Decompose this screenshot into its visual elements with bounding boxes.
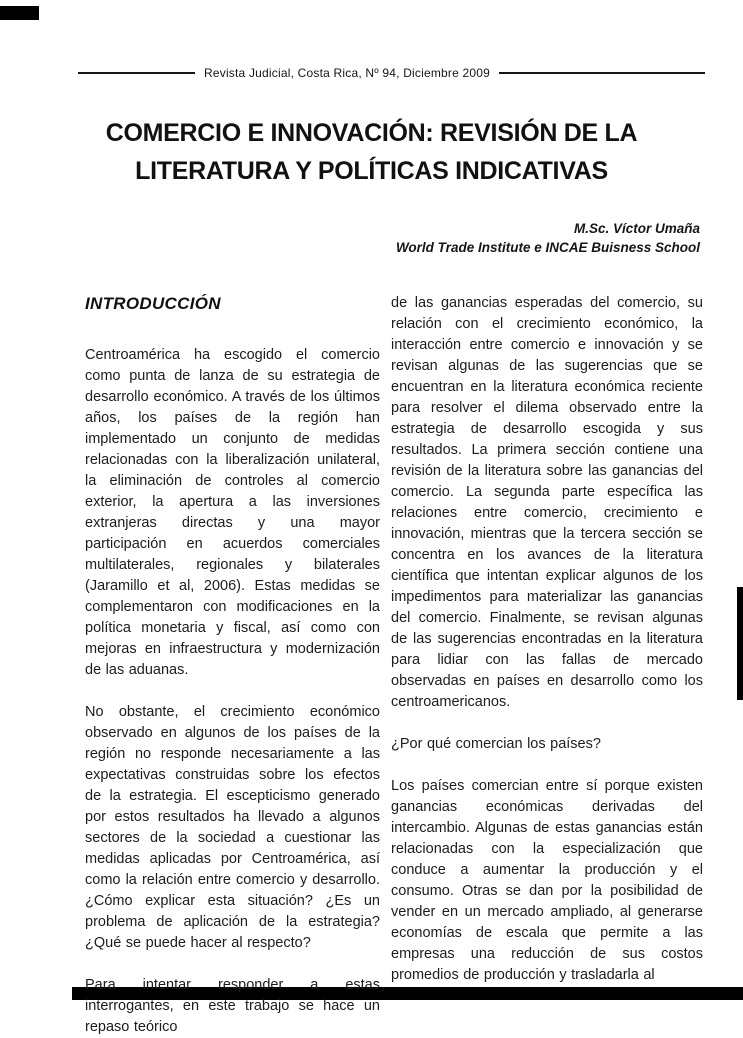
article-title bbox=[60, 114, 683, 190]
author-affiliation: World Trade Institute e INCAE Buisness School bbox=[395, 240, 700, 255]
author-block bbox=[396, 219, 700, 257]
header-rule-right bbox=[499, 72, 705, 74]
paragraph: Para intentar responder a estas interrogantes, en este trabajo se hace un repaso teórico bbox=[85, 977, 380, 1035]
running-head bbox=[78, 64, 705, 82]
paragraph: de las ganancias esperadas del comercio, su relación con el crecimiento económico, la interacción entre comercio e innovación y se revisan algunas de las sugerencias que se encuentran en la literatura económica reciente para resolver el dilema observado entre la estrategia de desarrollo escogida y sus resultados. La primera sección contiene una revisión de la literatura sobre las ganancias del comercio. La segunda parte específica las relaciones entre comercio, crecimiento e innovación, mientras que la tercera sección se concentra en los avances de la literatura científica que intentan explicar algunos de los impedimentos para materializar las ganancias del comercio. Finalmente, se revisan algunas de las sugerencias encontradas en la literatura para lidiar con las fallas de mercado observadas en países en desarrollo como los centroamericanos. bbox=[391, 295, 703, 710]
paragraph: No obstante, el crecimiento económico observado en algunos de los países de la región no responde necesariamente a las expectativas construidas sobre los efectos de la estrategia. El escepticismo generado por estos resultados ha llevado a algunos sectores de la sociedad a cuestionar las medidas aplicadas por Centroamérica, así como la relación entre comercio y desarrollo. ¿Cómo explicar esta situación? ¿Es un problema de aplicación de la estrategia? ¿Qué se puede hacer al respecto? bbox=[85, 704, 380, 951]
subsection-question: ¿Por qué comercian los países? bbox=[391, 736, 601, 752]
paragraph: Centroamérica ha escogido el comercio como punta de lanza de su estrategia de desarrollo económico. A través de los últimos años, los países de la región han implementado un conjunto de medidas relacionadas con la liberalización unilateral, la eliminación de controles al comercio exterior, la apertura a las inversiones extranjeras directas y una mayor participación en acuerdos comerciales multilaterales, regionales y bilaterales (Jaramillo et al, 2006). Estas medidas se complementaron con modificaciones en la política monetaria y fiscal, así como con mejoras en infraestructura y modernización de las aduanas. bbox=[85, 347, 380, 678]
column-right bbox=[391, 293, 703, 1038]
section-heading-introduccion: INTRODUCCIÓN bbox=[85, 294, 221, 313]
article-title-line1: COMERCIO E INNOVACIÓN: REVISIÓN DE LA bbox=[105, 119, 638, 147]
author-name: M.Sc. Víctor Umaña bbox=[573, 221, 700, 236]
scan-artifact-top-left bbox=[0, 6, 39, 20]
article-title-line2: LITERATURA Y POLÍTICAS INDICATIVAS bbox=[135, 157, 608, 185]
article-body bbox=[85, 293, 703, 1038]
header-rule-left bbox=[78, 72, 195, 74]
column-left bbox=[85, 293, 380, 1038]
journal-header-text: Revista Judicial, Costa Rica, Nº 94, Diciembre 2009 bbox=[204, 66, 491, 80]
paragraph: Los países comercian entre sí porque existen ganancias económicas derivadas del intercambio. Algunas de estas ganancias están relacionadas con la especialización que conduce a aumentar la producción y el consumo. Otras se dan por la posibilidad de vender en un mercado ampliado, al generarse economías de escala que permite a las empresas una reducción de sus costos promedios de producción y trasladarla al bbox=[391, 778, 703, 983]
scan-artifact-right-edge bbox=[737, 587, 743, 700]
